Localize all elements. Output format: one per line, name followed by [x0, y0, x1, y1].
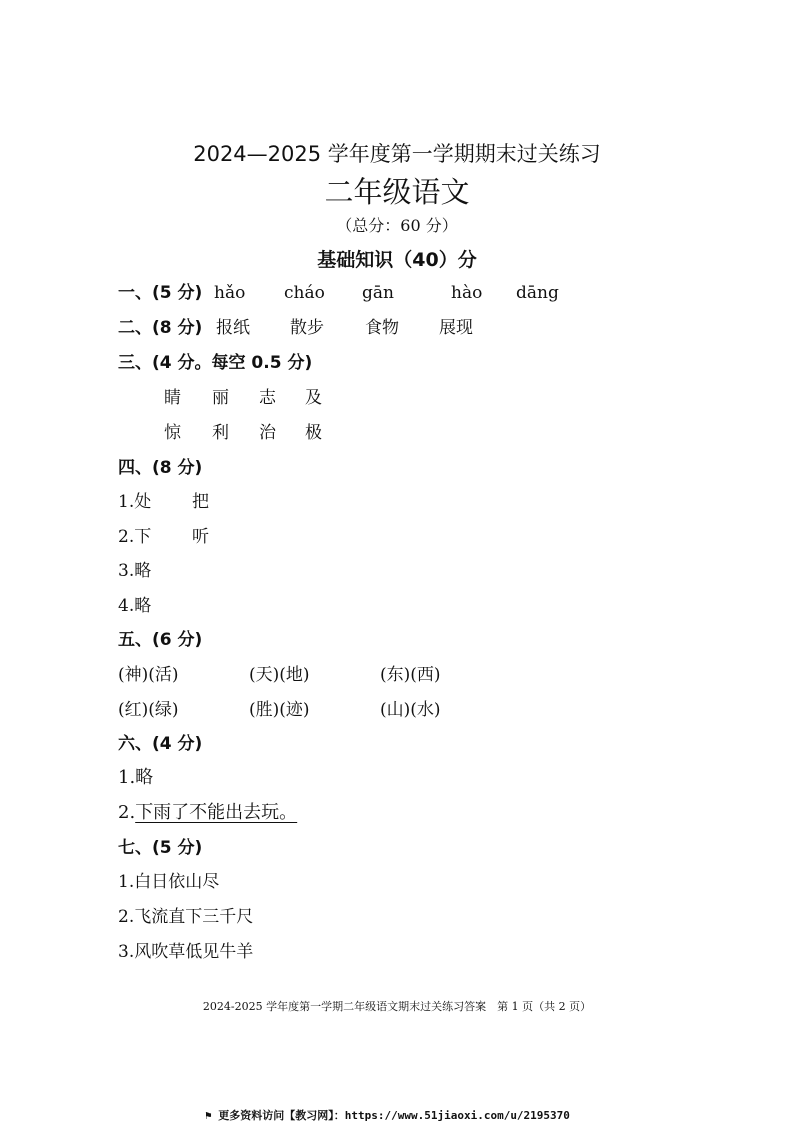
- q7-line-2: 2.飞流直下三千尺: [118, 907, 254, 927]
- q3-char: 利: [212, 423, 229, 443]
- q5-row-2: [118, 697, 518, 723]
- q7-line-1: 1.白日依山尽: [118, 872, 220, 892]
- q1-answer-5: dāng: [516, 283, 559, 303]
- q3-char: 及: [305, 388, 322, 408]
- q1-answer-2: cháo: [284, 283, 325, 303]
- q3-char: 惊: [164, 423, 181, 443]
- section-heading: 基础知识（40）分: [317, 249, 477, 271]
- resource-link[interactable]: [205, 1107, 570, 1123]
- q3-char: 睛: [164, 388, 181, 408]
- q2-label: 二、(8 分): [118, 318, 203, 338]
- q4-label: 四、(8 分): [118, 458, 203, 478]
- q5-answer: (东)(西): [380, 665, 441, 685]
- q5-answer: (天)(地): [249, 665, 310, 685]
- q5-answer: (胜)(迹): [249, 700, 310, 720]
- subject-title: 二年级语文: [324, 175, 470, 209]
- total-score: （总分：60 分）: [336, 216, 458, 235]
- document-title: 2024—2025 学年度第一学期期末过关练习: [193, 142, 601, 166]
- q2-answer-3: 食物: [365, 318, 399, 338]
- q1-answer-4: hào: [451, 283, 483, 303]
- q4-line-3: 3.略: [118, 561, 152, 581]
- q2-answer-1: 报纸: [216, 318, 250, 338]
- flag-icon: ⚑: [205, 1109, 219, 1122]
- q3-char: 丽: [212, 388, 229, 408]
- q1-row: [118, 280, 678, 306]
- q1-answer-3: gān: [362, 283, 394, 303]
- q3-row-2: [118, 420, 518, 446]
- q5-label: 五、(6 分): [118, 630, 203, 650]
- q4-answer: 1.处: [118, 492, 152, 512]
- q7-line-3: 3.风吹草低见牛羊: [118, 942, 254, 962]
- q6-label: 六、(4 分): [118, 734, 203, 754]
- q4-answer: 2.下: [118, 527, 152, 547]
- q6-line-1: 1.略: [118, 767, 154, 788]
- q5-answer: (山)(水): [380, 700, 441, 720]
- q2-answer-2: 散步: [290, 318, 324, 338]
- q4-line-1: [118, 489, 418, 515]
- page-footer: 2024-2025 学年度第一学期二年级语文期末过关练习答案 第 1 页（共 2 页）: [202, 1000, 592, 1013]
- q3-char: 治: [259, 423, 276, 443]
- q5-answer: (神)(活): [118, 665, 179, 685]
- q6-line-2: [118, 800, 378, 826]
- q3-label: 三、(4 分。每空 0.5 分): [118, 353, 313, 373]
- q3-row-1: [118, 385, 518, 411]
- resource-link-text[interactable]: 更多资料访问【教习网】：https://www.51jiaoxi.com/u/2195370: [218, 1109, 570, 1122]
- q4-answer: 听: [192, 527, 209, 547]
- q6-sentence-answer: 下雨了不能出去玩。: [135, 802, 298, 823]
- q2-answer-4: 展现: [439, 318, 473, 338]
- q4-answer: 把: [192, 492, 209, 512]
- q5-answer: (红)(绿): [118, 700, 179, 720]
- q2-row: [118, 315, 678, 341]
- q7-label: 七、(5 分): [118, 838, 203, 858]
- q3-char: 志: [259, 388, 276, 408]
- q4-line-2: [118, 524, 418, 550]
- q6-line-2-number: 2.: [118, 802, 136, 823]
- q1-answer-1: hǎo: [214, 283, 246, 303]
- q4-line-4: 4.略: [118, 596, 152, 616]
- q5-row-1: [118, 662, 518, 688]
- q1-label: 一、(5 分): [118, 283, 203, 303]
- q3-char: 极: [305, 423, 322, 443]
